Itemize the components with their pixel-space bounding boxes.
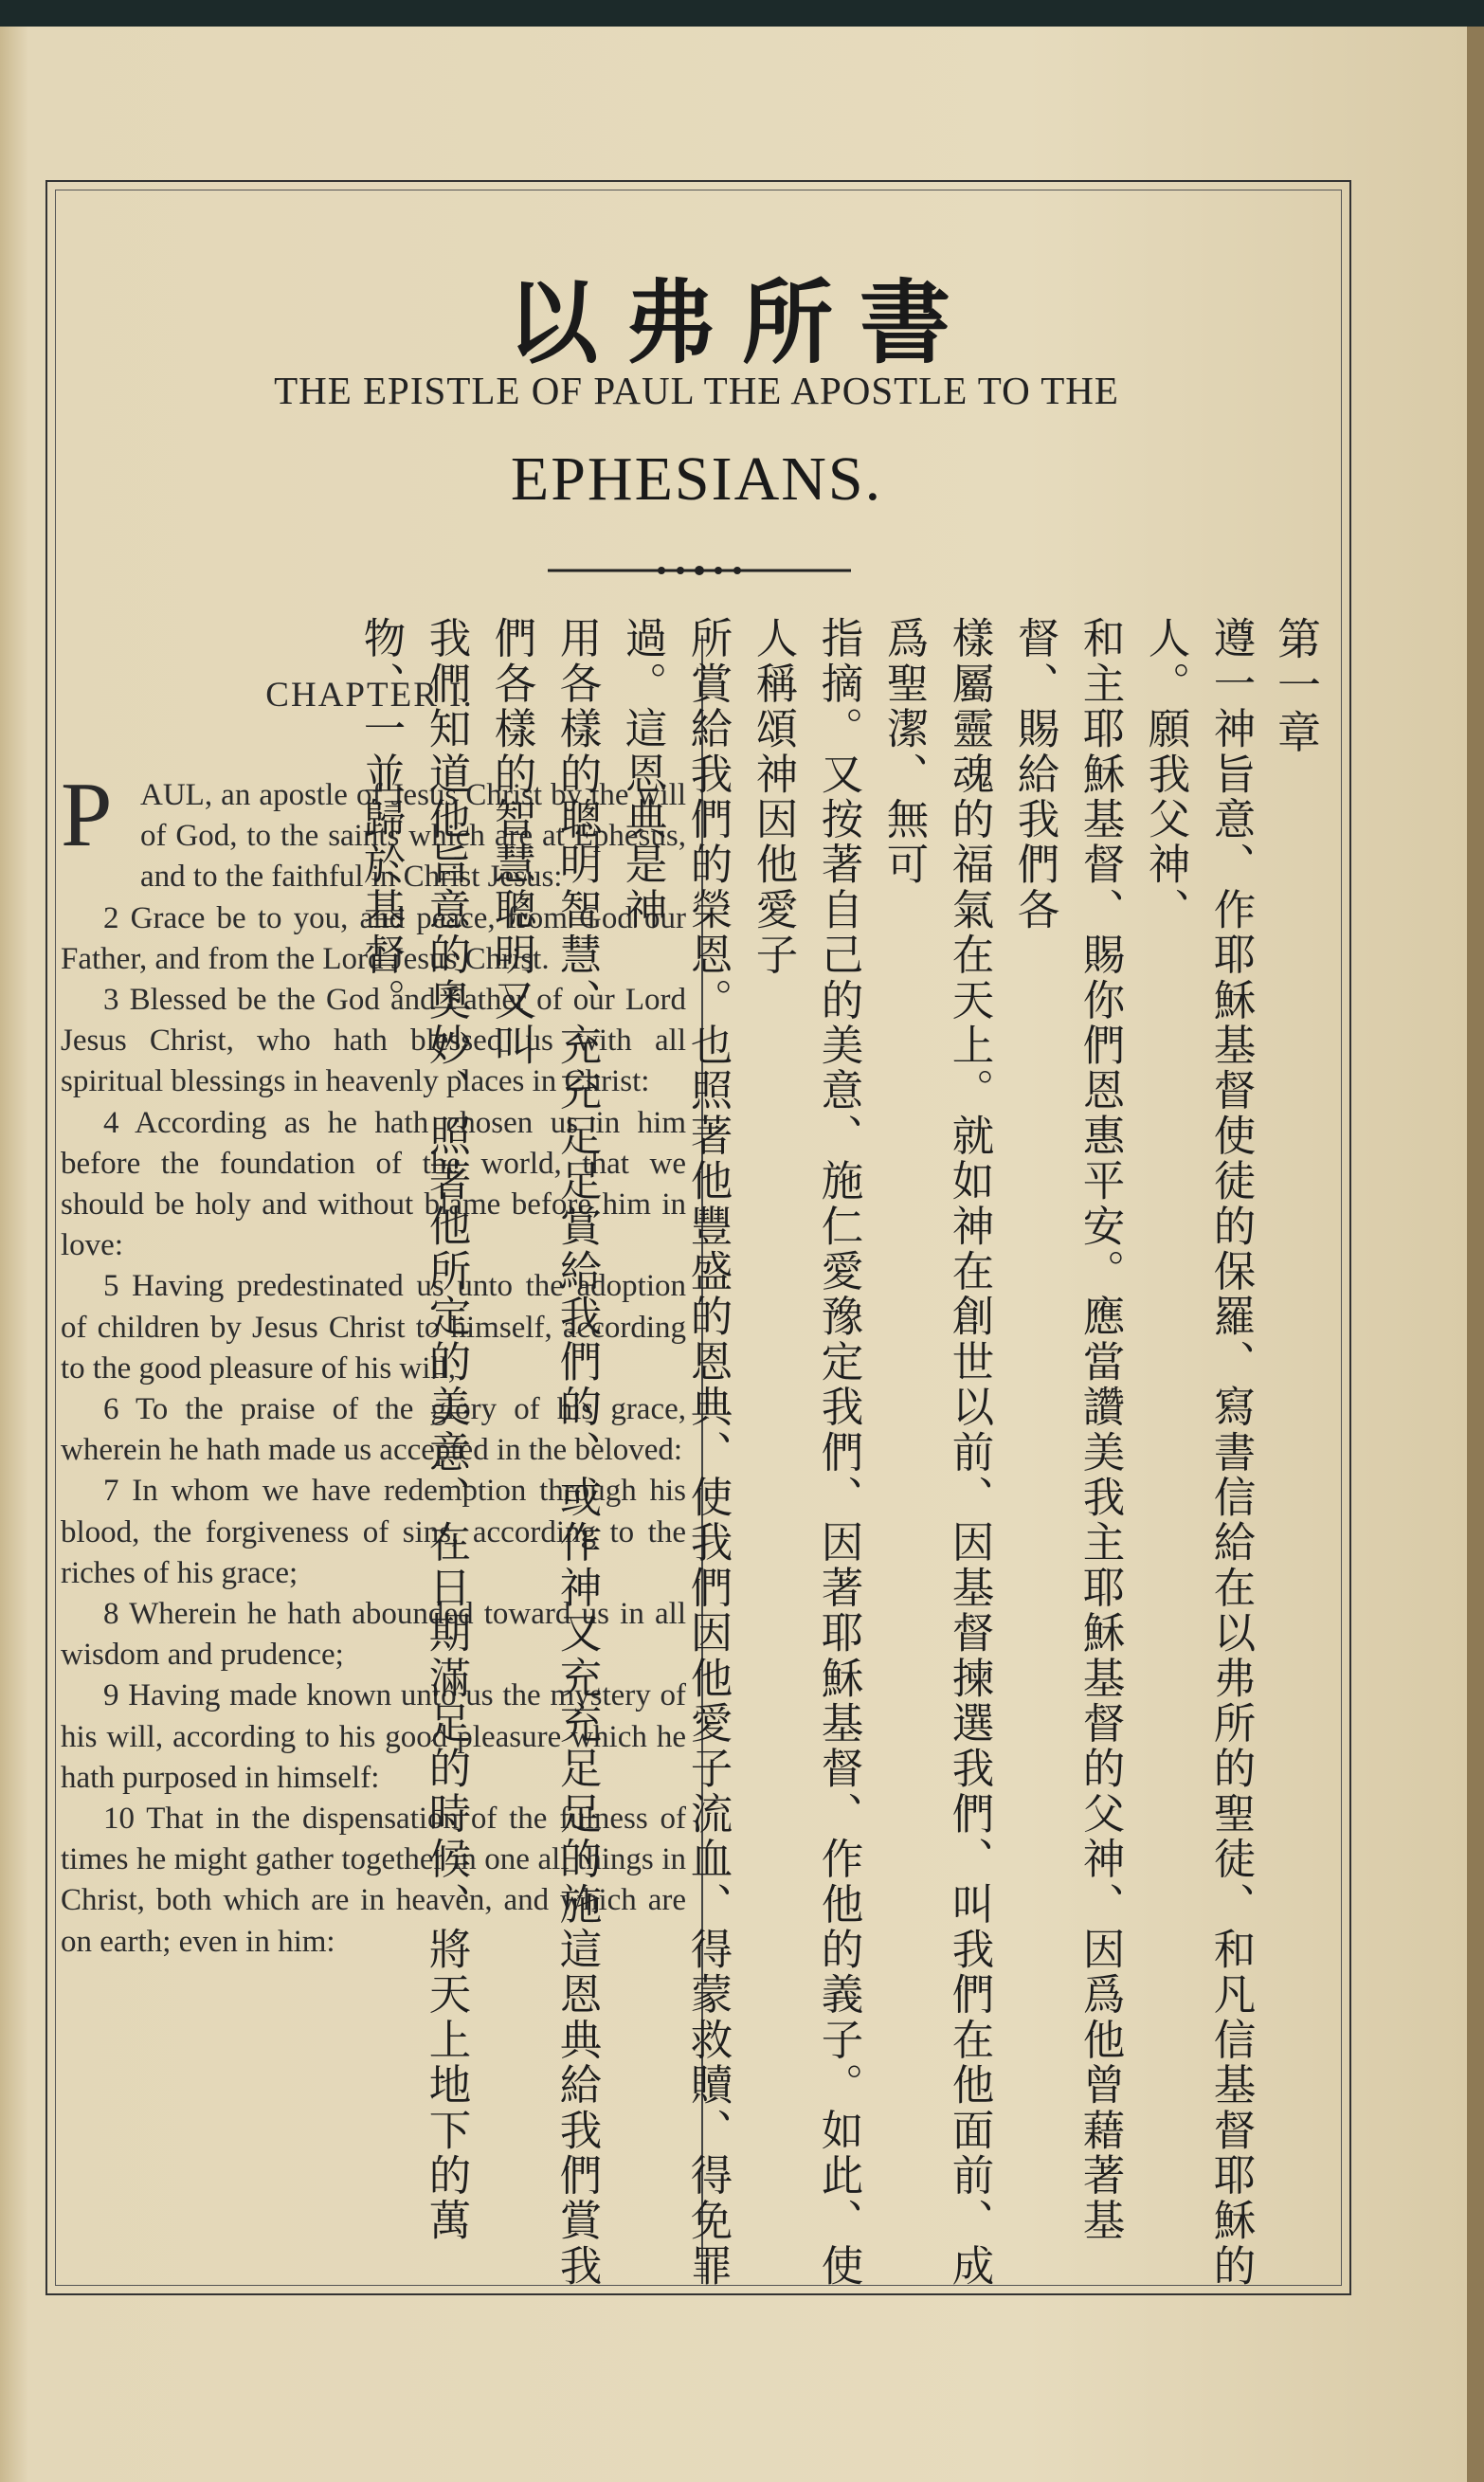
chinese-line: 所賞給我們的榮恩。也照著他豐盛的恩典、使我們因他愛子流血、得蒙救贖、得免罪過。這恩典是神 — [618, 616, 732, 2289]
chinese-line: 我們知道他旨意的奧妙、照著他所定的美意、在日期滿足的時候、將天上地下的萬物、一並歸於基督。 — [356, 616, 470, 2244]
verse-1-text: AUL, an apostle of Jesus Christ by the will of God, to the saints which are at Ephesus, and to the faithful in Christ Jesus: — [140, 778, 686, 895]
chinese-line: 和主耶穌基督、賜你們恩惠平安。應當讚美我主耶穌基督的父神、因爲他曾藉著基督、賜給我們各 — [1010, 616, 1124, 2244]
verse-7: 7 In whom we have redemption through his blood, the forgiveness of sins, according to the riches of his grace; — [61, 1474, 686, 1590]
chinese-chapter-heading: 第一章 — [1271, 616, 1322, 756]
verse-4: 4 According as he hath chosen us in him before the foundation of the world, that we should be holy and without blame before him in love: — [61, 1105, 686, 1263]
book-spine-edge — [0, 0, 1484, 27]
chinese-line: 樣屬靈魂的福氣在天上。就如神在創世以前、因基督揀選我們、叫我們在他面前、成爲聖潔、無可 — [879, 616, 993, 2289]
verse-3: 3 Blessed be the God and Father of our Lord Jesus Christ, who hath blessed us with all spiritual blessings in heavenly places in Christ: — [61, 983, 686, 1099]
verse-9: 9 Having made known unto us the mystery of his will, according to his good pleasure which he hath purposed in himself: — [61, 1678, 686, 1795]
verse-5: 5 Having predestinated us unto the adoption of children by Jesus Christ to himself, according to the good pleasure of his will, — [61, 1269, 686, 1386]
next-page-edge — [1467, 27, 1484, 2482]
english-chapter-heading: CHAPTER I. — [265, 676, 474, 715]
drop-cap-letter: P — [61, 764, 113, 866]
verse-8: 8 Wherein he hath abounded toward us in all wisdom and prudence; — [61, 1597, 686, 1673]
verse-6: 6 To the praise of the glory of his grace, wherein he hath made us accepted in the beloved: — [61, 1392, 686, 1468]
verse-10: 10 That in the dispensation of the fulness of times he might gather together in one all things in Christ, both which are in heaven, and which are on earth; even in him: — [61, 1802, 686, 1959]
english-title-line-1: THE EPISTLE OF PAUL THE APOSTLE TO THE — [274, 369, 1119, 412]
title-ornament — [548, 559, 851, 582]
chinese-line: 指摘。又按著自己的美意、施仁愛豫定我們、因著耶穌基督、作他的義子。如此、使人稱頌神因他愛子 — [749, 616, 862, 2289]
english-title-line-2: EPHESIANS. — [510, 444, 883, 514]
chinese-line: 遵一神旨意、作耶穌基督使徒的保羅、寫書信給在以弗所的聖徒、和凡信基督耶穌的人。願我父神、 — [1141, 616, 1255, 2289]
chinese-book-title: 以弗所書 — [507, 269, 977, 376]
verse-2: 2 Grace be to you, and peace, from God our Father, and from the Lord Jesus Christ. — [61, 900, 686, 976]
chinese-line: 用各樣的聰明智慧、充充足足賞給我們的、或作神又充充足足的施這恩典給我們賞我們各樣的智慧聰明又叫 — [487, 616, 601, 2289]
